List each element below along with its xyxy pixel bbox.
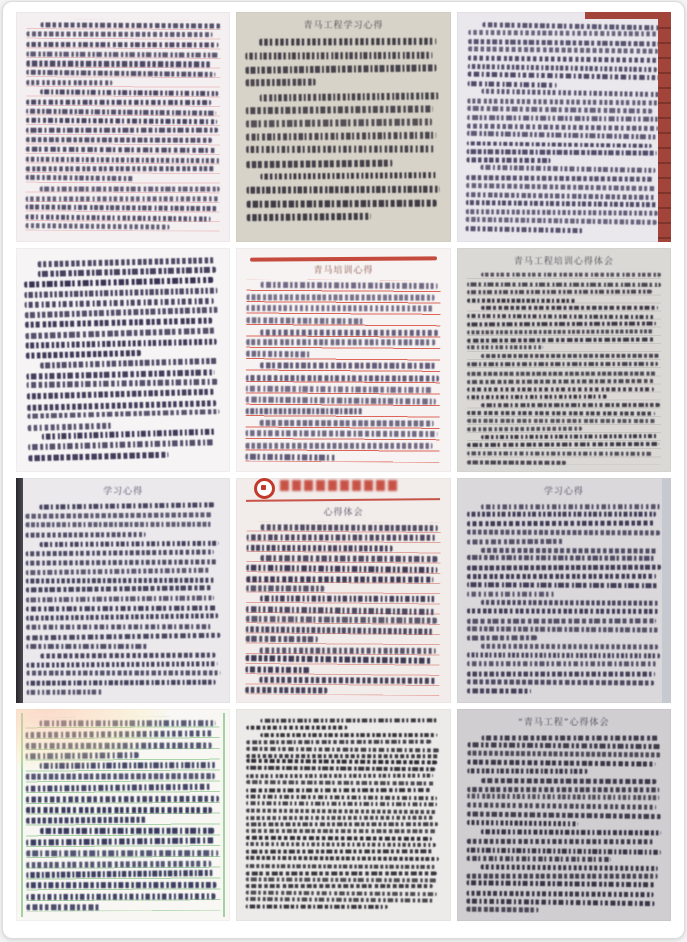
school-letterhead xyxy=(246,486,440,505)
handwriting-line xyxy=(467,589,661,598)
handwriting-line xyxy=(467,433,661,441)
handwriting-line xyxy=(26,900,220,912)
essay-handwriting xyxy=(246,279,442,463)
handwriting-line xyxy=(467,501,661,510)
handwriting-line xyxy=(467,668,661,677)
handwriting-line xyxy=(467,536,661,545)
photo-grid xyxy=(3,2,684,938)
handwriting-line xyxy=(467,425,661,433)
school-emblem-icon xyxy=(254,478,275,499)
handwriting-line xyxy=(467,384,661,392)
essay-paper xyxy=(16,478,230,703)
handwriting-line xyxy=(467,328,661,336)
handwriting-line xyxy=(246,450,440,463)
essay-title: 青马工程培训心得体会 xyxy=(513,257,614,267)
essay-title: 青马培训心得 xyxy=(313,266,374,276)
handwriting-line xyxy=(467,320,661,328)
handwriting-line xyxy=(467,519,661,528)
handwriting-line xyxy=(467,659,661,668)
handwriting-line xyxy=(466,905,660,915)
essay-paper xyxy=(16,12,230,242)
essay-photo-2[interactable] xyxy=(236,12,450,242)
handwriting-line xyxy=(467,287,661,295)
essay-photo-5[interactable] xyxy=(236,248,450,472)
handwriting-line xyxy=(467,563,661,572)
letterhead-rule xyxy=(246,498,440,502)
letterhead-red-text xyxy=(280,480,400,491)
essay-photo-8[interactable] xyxy=(236,478,450,703)
essay-paper xyxy=(16,709,230,921)
essay-handwriting xyxy=(25,500,221,697)
essay-handwriting xyxy=(25,19,220,231)
handwriting-line xyxy=(467,580,661,589)
handwriting-line xyxy=(467,598,661,607)
essay-handwriting xyxy=(246,521,442,696)
handwriting-line xyxy=(467,401,661,409)
handwriting-line xyxy=(467,615,661,624)
handwriting-line xyxy=(467,642,661,651)
essay-title: 学习心得 xyxy=(543,487,584,497)
handwriting-line xyxy=(467,607,661,616)
essay-paper xyxy=(457,709,671,921)
handwriting-line xyxy=(467,633,661,642)
collage-card xyxy=(2,1,685,939)
handwriting-line xyxy=(467,441,661,449)
essay-paper xyxy=(236,248,450,472)
handwriting-line xyxy=(27,686,221,697)
essay-photo-1[interactable] xyxy=(16,12,230,242)
handwriting-line xyxy=(467,527,661,536)
essay-paper xyxy=(236,709,450,921)
essay-handwriting xyxy=(24,254,223,462)
essay-handwriting xyxy=(246,717,441,911)
essay-paper xyxy=(457,12,671,242)
essay-paper xyxy=(457,478,671,703)
handwriting-line xyxy=(467,376,661,384)
essay-photo-4[interactable] xyxy=(16,248,230,472)
essay-paper xyxy=(236,478,450,703)
essay-handwriting xyxy=(465,19,662,234)
handwriting-line xyxy=(467,677,661,686)
essay-photo-10[interactable] xyxy=(16,709,230,921)
essay-photo-11[interactable] xyxy=(236,709,450,921)
essay-paper xyxy=(457,248,671,472)
essay-title: 心得体会 xyxy=(323,508,364,518)
handwriting-line xyxy=(467,417,661,425)
stationery-red-band xyxy=(250,256,437,261)
essay-photo-3[interactable] xyxy=(457,12,671,242)
handwriting-line xyxy=(467,409,661,417)
handwriting-line xyxy=(247,208,441,223)
handwriting-line xyxy=(25,221,219,232)
handwriting-line xyxy=(467,295,661,303)
essay-handwriting xyxy=(25,716,220,911)
essay-photo-9[interactable] xyxy=(457,478,671,703)
handwriting-line xyxy=(467,686,661,695)
handwriting-line xyxy=(467,303,661,311)
handwriting-line xyxy=(467,651,661,660)
essay-handwriting xyxy=(246,34,442,223)
handwriting-line xyxy=(467,554,661,563)
essay-paper xyxy=(236,12,450,242)
handwriting-line xyxy=(467,271,661,279)
essay-handwriting xyxy=(467,271,661,465)
handwriting-line xyxy=(467,352,661,360)
handwriting-line xyxy=(467,510,661,519)
handwriting-line xyxy=(467,624,661,633)
handwriting-line xyxy=(246,684,440,696)
handwriting-line xyxy=(467,457,661,465)
essay-title: 青马工程学习心得 xyxy=(303,21,384,31)
handwriting-line xyxy=(467,360,661,368)
essay-handwriting xyxy=(466,731,662,915)
handwriting-line xyxy=(467,571,661,580)
handwriting-line xyxy=(467,336,661,344)
handwriting-line xyxy=(465,223,659,234)
essay-paper xyxy=(16,248,230,472)
handwriting-line xyxy=(467,344,661,352)
essay-photo-7[interactable] xyxy=(16,478,230,703)
essay-handwriting xyxy=(467,501,661,695)
handwriting-line xyxy=(467,368,661,376)
handwriting-line xyxy=(246,903,440,911)
handwriting-line xyxy=(467,392,661,400)
handwriting-line xyxy=(467,545,661,554)
essay-photo-12[interactable] xyxy=(457,709,671,921)
handwriting-line xyxy=(467,279,661,287)
essay-title: “青马工程”心得体会 xyxy=(518,718,610,728)
essay-photo-6[interactable] xyxy=(457,248,671,472)
essay-title: 学习心得 xyxy=(103,487,144,497)
handwriting-line xyxy=(467,449,661,457)
handwriting-line xyxy=(467,311,661,319)
